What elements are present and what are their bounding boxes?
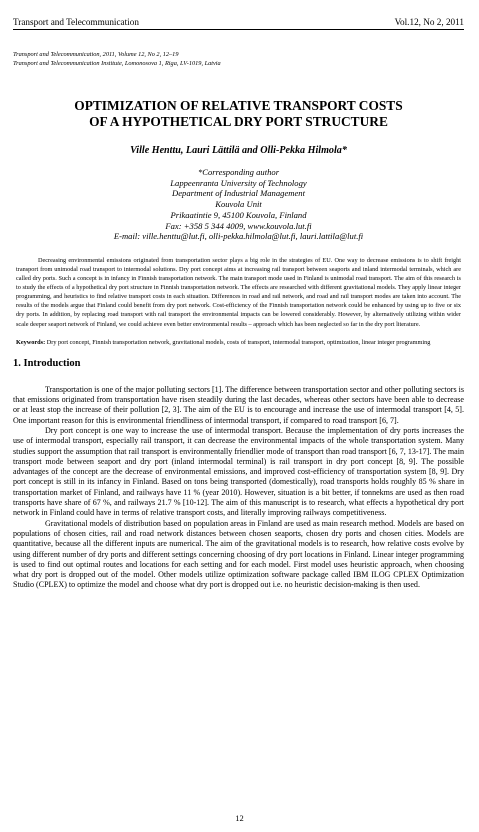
body-text xyxy=(13,385,464,591)
fax-web: Fax: +358 5 344 4009, www.kouvola.lut.fi xyxy=(165,220,312,231)
page-number: 12 xyxy=(235,813,244,823)
keywords-text: Dry port concept, Finnish transportation network, gravitational models, costs of transport, intermodal transport, optimization, linear integer programming xyxy=(46,338,431,346)
author-list: Ville Henttu, Lauri Lättilä and Olli-Pekka Hilmola* xyxy=(130,145,347,156)
header-rule xyxy=(13,29,464,30)
keywords-label: Keywords: xyxy=(16,338,46,346)
paragraph-2: Dry port concept is one way to increase the use of intermodal transport. Because the implementation of dry ports increases the use of intermodal transport, especially rail transport, it can decrease the environmental impacts of the whole transportation system. Many studies support the assumption that rail transport is environmentally friendlier mode of transport than road transport [6, 7, 13-17]. The main transport mode between seaport and dry port (inland intermodal terminal) is rail transport in dry port concept [8, 9]. The possible advantages of the concept are the decrease of environmental emissions, and improved cost-efficiency of transportation system [8, 9]. Dry port concept is still in its infancy in Finland. Based on tons being transported (domestically), road transports holds roughly 85 % share in transportation market of Finland, and railways have 11 % (year 2010). However, situation is a bit better, if tonnekms are used as then road transports have share of 67 %, and railways 21.7 % [10-12]. The aim of this manuscript is to research, what effects a hypothetical dry port network in Finland could have in terms of relative transport costs, and literally improving railways competitiveness. xyxy=(13,425,464,518)
running-header xyxy=(13,0,464,27)
department: Department of Industrial Management xyxy=(172,188,305,199)
citation-line: Transport and Telecommunication, 2011, Volume 12, No 2, 12–19 xyxy=(13,51,179,58)
paper-title xyxy=(13,98,464,130)
paragraph-3: Gravitational models of distribution based on population areas in Finland are used as main research method. Models are based on populations of chosen cities, rail and road network distances between chosen seaports, chosen dry ports and chosen cities. Models are quantitative, because all the different inputs are numerical. The aim of the gravitational models is to research, how relative costs evolve by using different number of dry ports and different settings concerning choosing of dry port locations in Finland. Linear integer programming is used to find out optimal routes and locations for each setting and for each model. First model uses heuristic approach, when choosing what dry port is dropped out of the model. Other models utilize optimization software package called IBM ILOG CPLEX Optimization Studio (CPLEX) to optimize the model and choose what dry port is dropped out i.e. no heuristic decision-making is then used. xyxy=(13,518,464,590)
paragraph-1: Transportation is one of the major polluting sectors [1]. The difference between transportation sector and other polluting sectors is that emissions originated from transportation have risen steadily during the last decades, whereas other sectors have been able to decrease or at least stop the increase of their pollution [2, 3]. The aim of the EU is to encourage and increase the use of intermodal transport [4, 5]. One important reason for this is environmental friendliness of intermodal transport, if compared to road transport [6, 7]. xyxy=(13,384,464,425)
university: Lappeenranta University of Technology xyxy=(170,177,307,188)
keywords xyxy=(16,338,461,347)
unit: Kouvola Unit xyxy=(215,199,262,210)
section-heading: 1. Introduction xyxy=(13,357,81,369)
address: Prikaatintie 9, 45100 Kouvola, Finland xyxy=(170,209,307,220)
corresponding-note: *Corresponding author xyxy=(197,167,280,177)
institute-line: Transport and Telecommunication Institute, Lomonosova 1, Riga, LV-1019, Latvia xyxy=(13,60,221,67)
abstract: Decreasing environmental emissions originated from transportation sector plays a big role in the strategies of EU. One way to decrease emissions is to shift freight transport from unimodal road transport to intermodal solutions. Dry port concept aims at increasing rail transport between seaports and inland intermodal terminals, which are called dry ports. Such a concept is in infancy in Finnish transportation network. The main transport mode used in Finland is unimodal road transport. The aim of this research is to study the effects of a hypothetical dry port structure in Finnish transportation network. The effects are researched with different gravitational models. They apply linear integer programming, and heuristics to find relative transport costs in each situation. Differences in road and rail network, and road and rail transport modes are taken into account. The results of the models argue that Finland could benefit from dry port network. Cost-efficiency of the Finnish transportation network could be enhanced by using up to five or six dry ports. In addition, by replacing road transport with rail transport the environmental impacts can be lowered considerably. However, by alternatively utilizing within wider scale deeper seaport network of Finland, we could achieve even better environmental results – approach which has been neglected so far in the dry port literature. xyxy=(16,256,461,328)
journal-name: Transport and Telecommunication xyxy=(13,17,139,27)
volume-info: Vol.12, No 2, 2011 xyxy=(394,17,464,27)
email-line: E-mail: ville.henttu@lut.fi, olli-pekka.hilmola@lut.fi, lauri.lattila@lut.fi xyxy=(113,231,364,242)
source-citation xyxy=(13,50,464,68)
affiliation-block xyxy=(13,167,464,242)
title-line-2: OF A HYPOTHETICAL DRY PORT STRUCTURE xyxy=(89,114,388,129)
title-line-1: OPTIMIZATION OF RELATIVE TRANSPORT COSTS xyxy=(74,98,403,113)
